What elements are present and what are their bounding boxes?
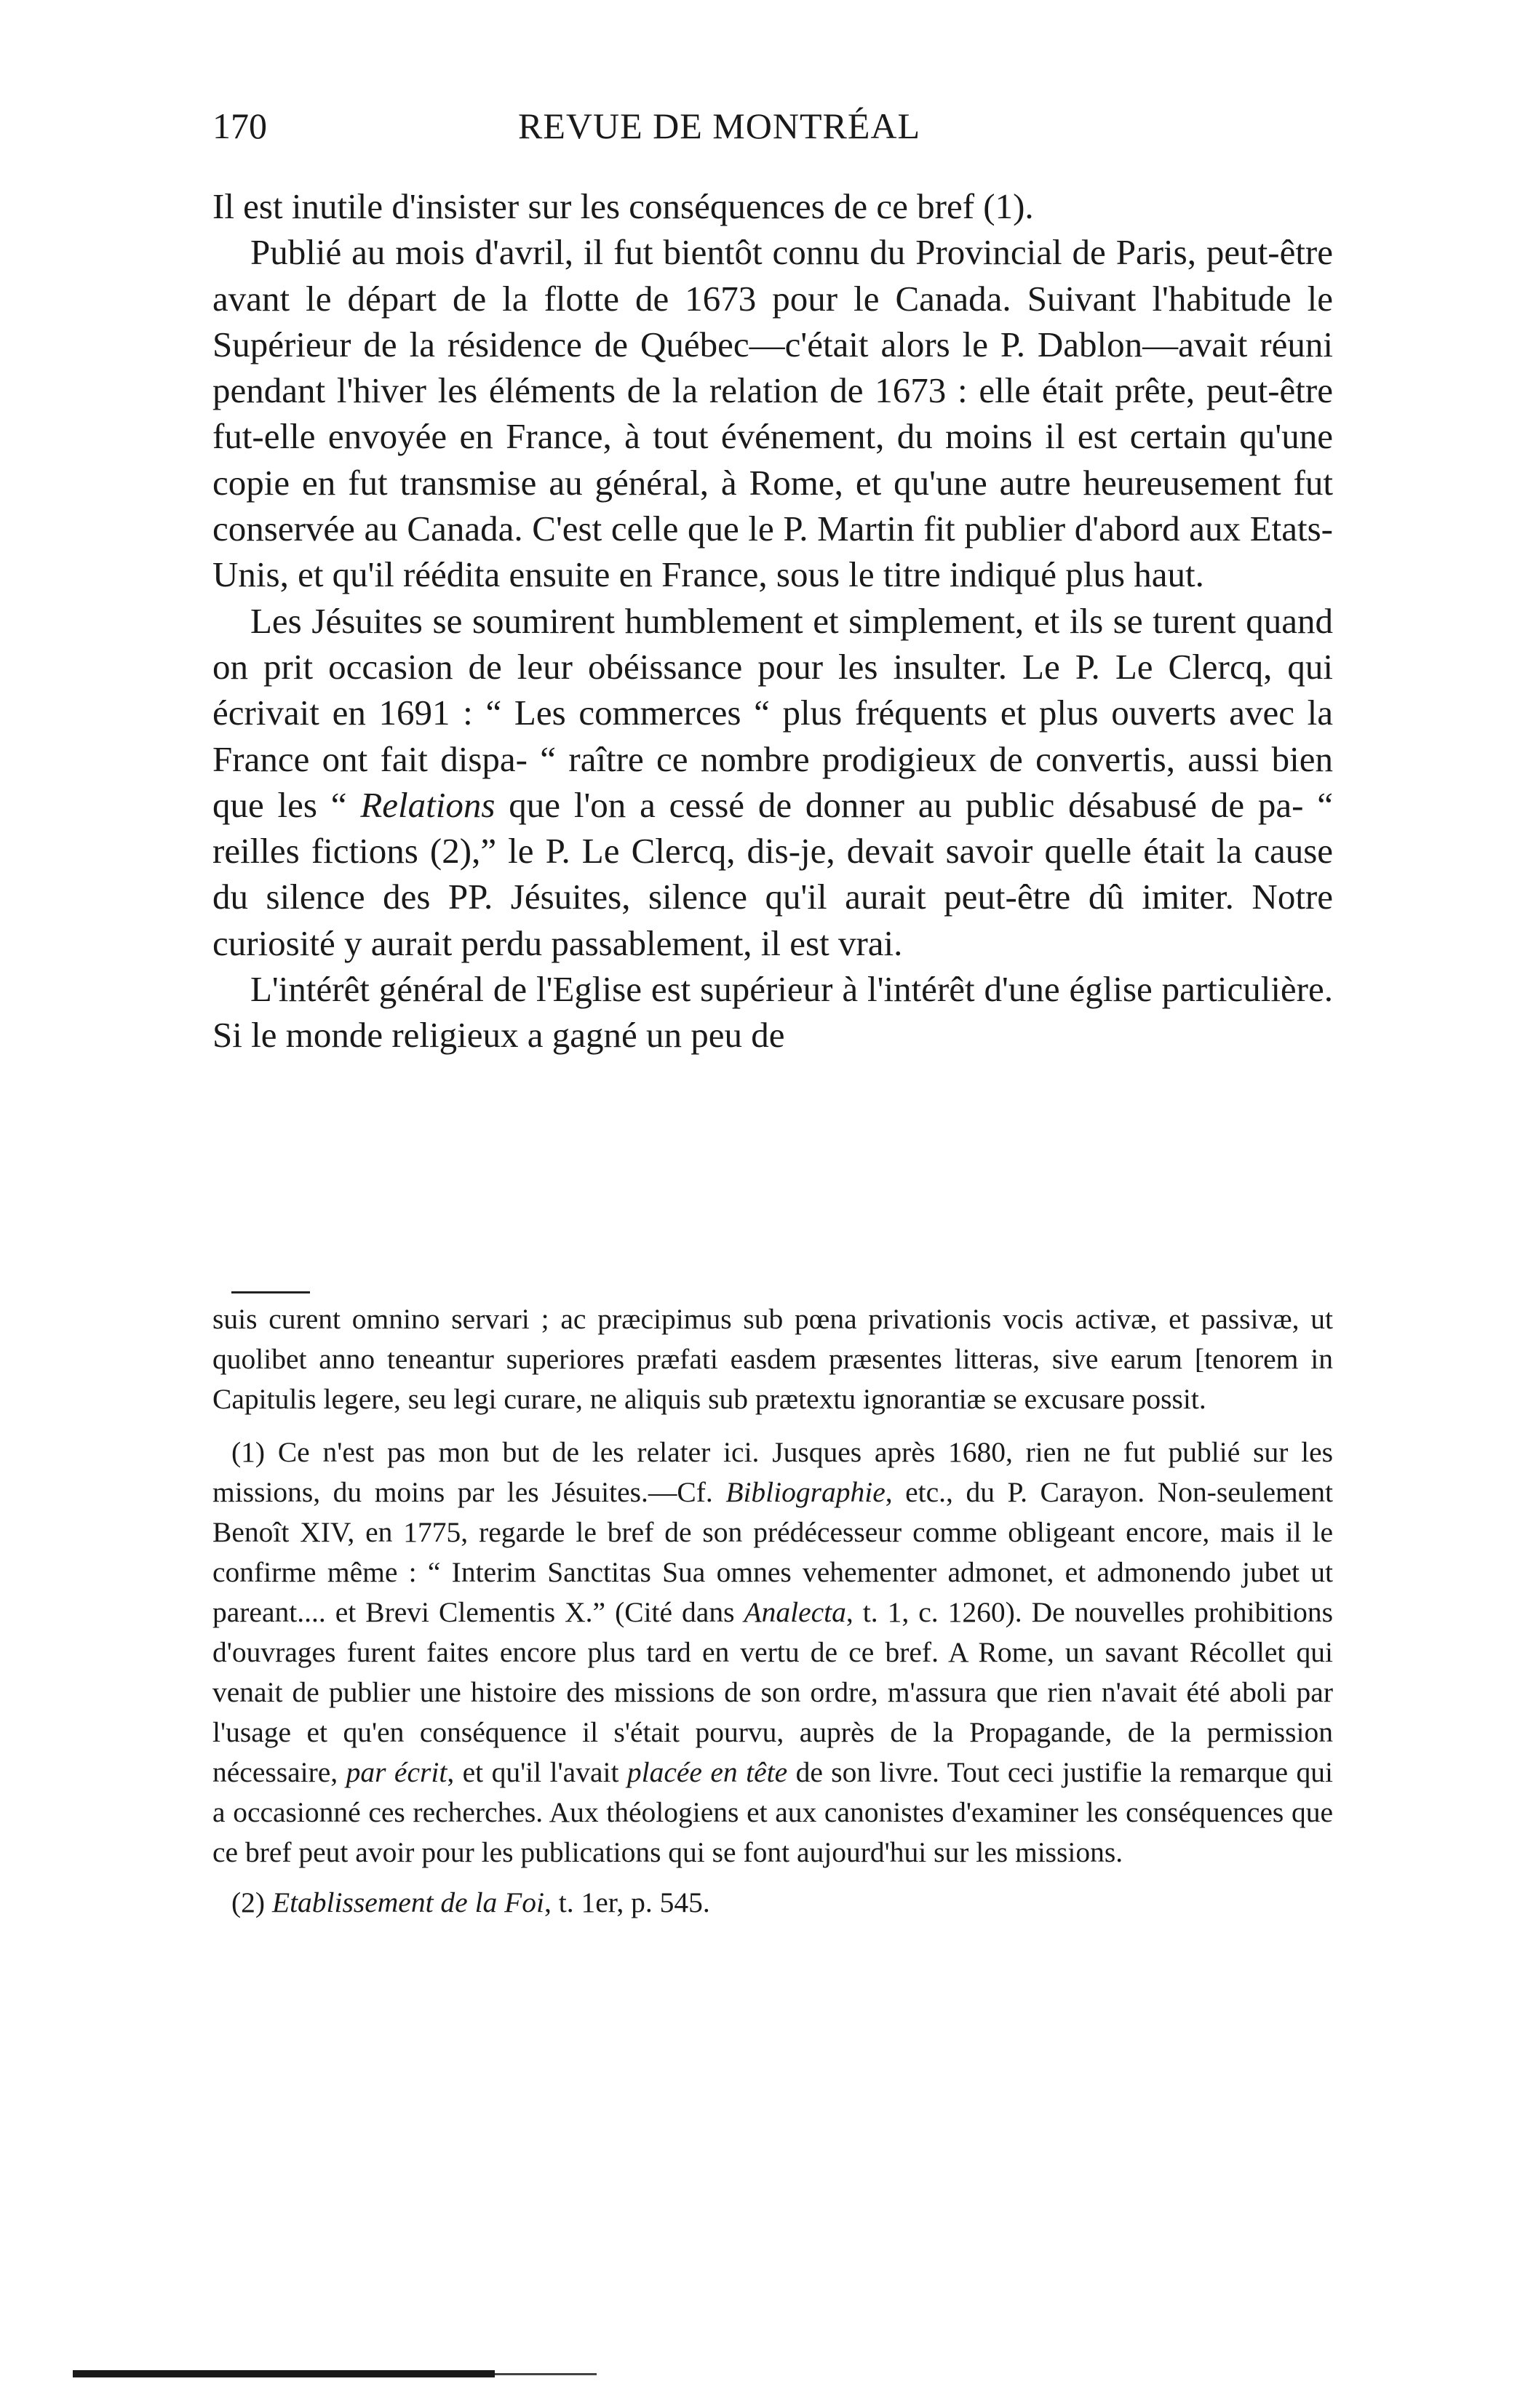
footnote-1-part-b: , etc., du P. Carayon. Non-seulement Benoît XIV, en 1775, regarde le bref de son prédécesseur comme obligeant encore, mais il le confirme même : “ Interim Sanctitas Sua omnes vehementer admonet, et admonendo jubet ut pareant.... et Brevi Clementis X.” (Cité dans [212,1476,1333,1628]
paragraph-3-part-b: que l'on a cessé de donner au public désabusé de pa- “ reilles fictions [212,784,1334,872]
paragraph-3-part-c: ,” le P. Le Clercq, dis-je, devait savoir quelle était la cause du silence des PP. Jésuites, silence qu'il aurait peut-être dû imiter. Notre curiosité y aurait perdu passablement, il est vrai. [212,831,1334,963]
page-header [212,100,1308,151]
footnote-2-italic-title: Etablissement de la Foi [271,1886,545,1918]
footnote-continuation: suis curent omnino servari ; ac præcipimus sub pœna privationis vocis activæ, et passivæ, ut quolibet anno teneantur superiores præfati easdem præsentes litteras, sive earum [tenorem in Capitulis legere, seu legi curare, ne aliquis sub prætextu ignorantiæ se excusare possit. [212,1303,1333,1415]
footnote-1-italic-analecta: Analecta [744,1596,846,1628]
footnote-2 [212,1883,1333,1923]
footnote-1-italic-placee-en-tete: placée en tête [626,1756,788,1788]
main-text [212,183,1333,1059]
footnote-1 [212,1432,1333,1873]
footnotes [212,1299,1333,1933]
footnote-separator [231,1291,310,1293]
paragraph-3 [212,598,1333,966]
scan-bottom-edge-mark-thin [495,2373,597,2375]
footnote-2-part-a: (2) [231,1886,272,1918]
footnote-1-italic-par-ecrit: par écrit [346,1756,447,1788]
footnote-ref-2: (2) [429,831,472,872]
footnote-ref-1: (1) [983,186,1025,226]
footnote-2-part-b: , t. 1er, p. 545. [544,1886,710,1918]
paragraph-1 [212,183,1333,229]
page-number: 170 [212,105,267,146]
footnote-1-part-c: , t. 1, c. 1260). De nouvelles prohibitions d'ouvrages furent faites encore plus tard en vertu de ce bref. A Rome, un savant Récollet qui venait de publier une histoire des missions de son ordre, m'assura que rien n'avait été aboli par l'usage et qu'en conséquence il s'était pourvu, auprès de la Propagande, de la permission nécessaire, [212,1596,1334,1788]
relations-italic: Relations [360,784,496,825]
footnote-1-part-e: de son livre. Tout ceci justifie la remarque qui a occasionné ces recherches. Aux théologiens et aux canonistes d'examiner les conséquences que ce bref peut avoir pour les publications qui se font aujourd'hui sur les missions. [212,1756,1333,1868]
footnote-1-italic-bibliographie: Bibliographie [725,1476,886,1508]
paragraph-3-part-a: Les Jésuites se soumirent humblement et simplement, et ils se turent quand on prit occasion de leur obéissance pour les insulter. Le P. Le Clercq, qui écrivait en 1691 : “ Les commerces “ plus fréquents et plus ouverts avec la France ont fait dispa- “ raître ce nombre prodigieux de convertis, aussi bien que les “ [212,600,1333,825]
paragraph-2: Publié au mois d'avril, il fut bientôt connu du Provincial de Paris, peut-être avant le départ de la flotte de 1673 pour le Canada. Suivant l'habitude le Supérieur de la résidence de Québec—c'était alors le P. Dablon—avait réuni pendant l'hiver les éléments de la relation de 1673 : elle était prête, peut-être fut-elle envoyée en France, à tout événement, du moins il est certain qu'une copie en fut transmise au général, à Rome, et qu'une autre heureusement fut conservée au Canada. C'est celle que le P. Martin fit publier d'abord aux Etats-Unis, et qu'il réédita ensuite en France, sous le titre indiqué plus haut. [212,232,1333,595]
paragraph-4: L'intérêt général de l'Eglise est supérieur à l'intérêt d'une église particulière. Si le monde religieux a gagné un peu de [212,969,1333,1056]
paragraph-1-text: Il est inutile d'insister sur les conséquences de ce bref [212,186,975,226]
paragraph-1-end: . [1024,186,1034,226]
footnote-1-part-a: (1) Ce n'est pas mon but de les relater ici. Jusques après 1680, rien ne fut publié sur les missions, du moins par les Jésuites.—Cf. [212,1436,1333,1508]
scan-bottom-edge-mark [73,2370,495,2377]
footnote-1-part-d: , et qu'il l'avait [447,1756,627,1788]
running-title: REVUE DE MONTRÉAL [518,105,921,146]
